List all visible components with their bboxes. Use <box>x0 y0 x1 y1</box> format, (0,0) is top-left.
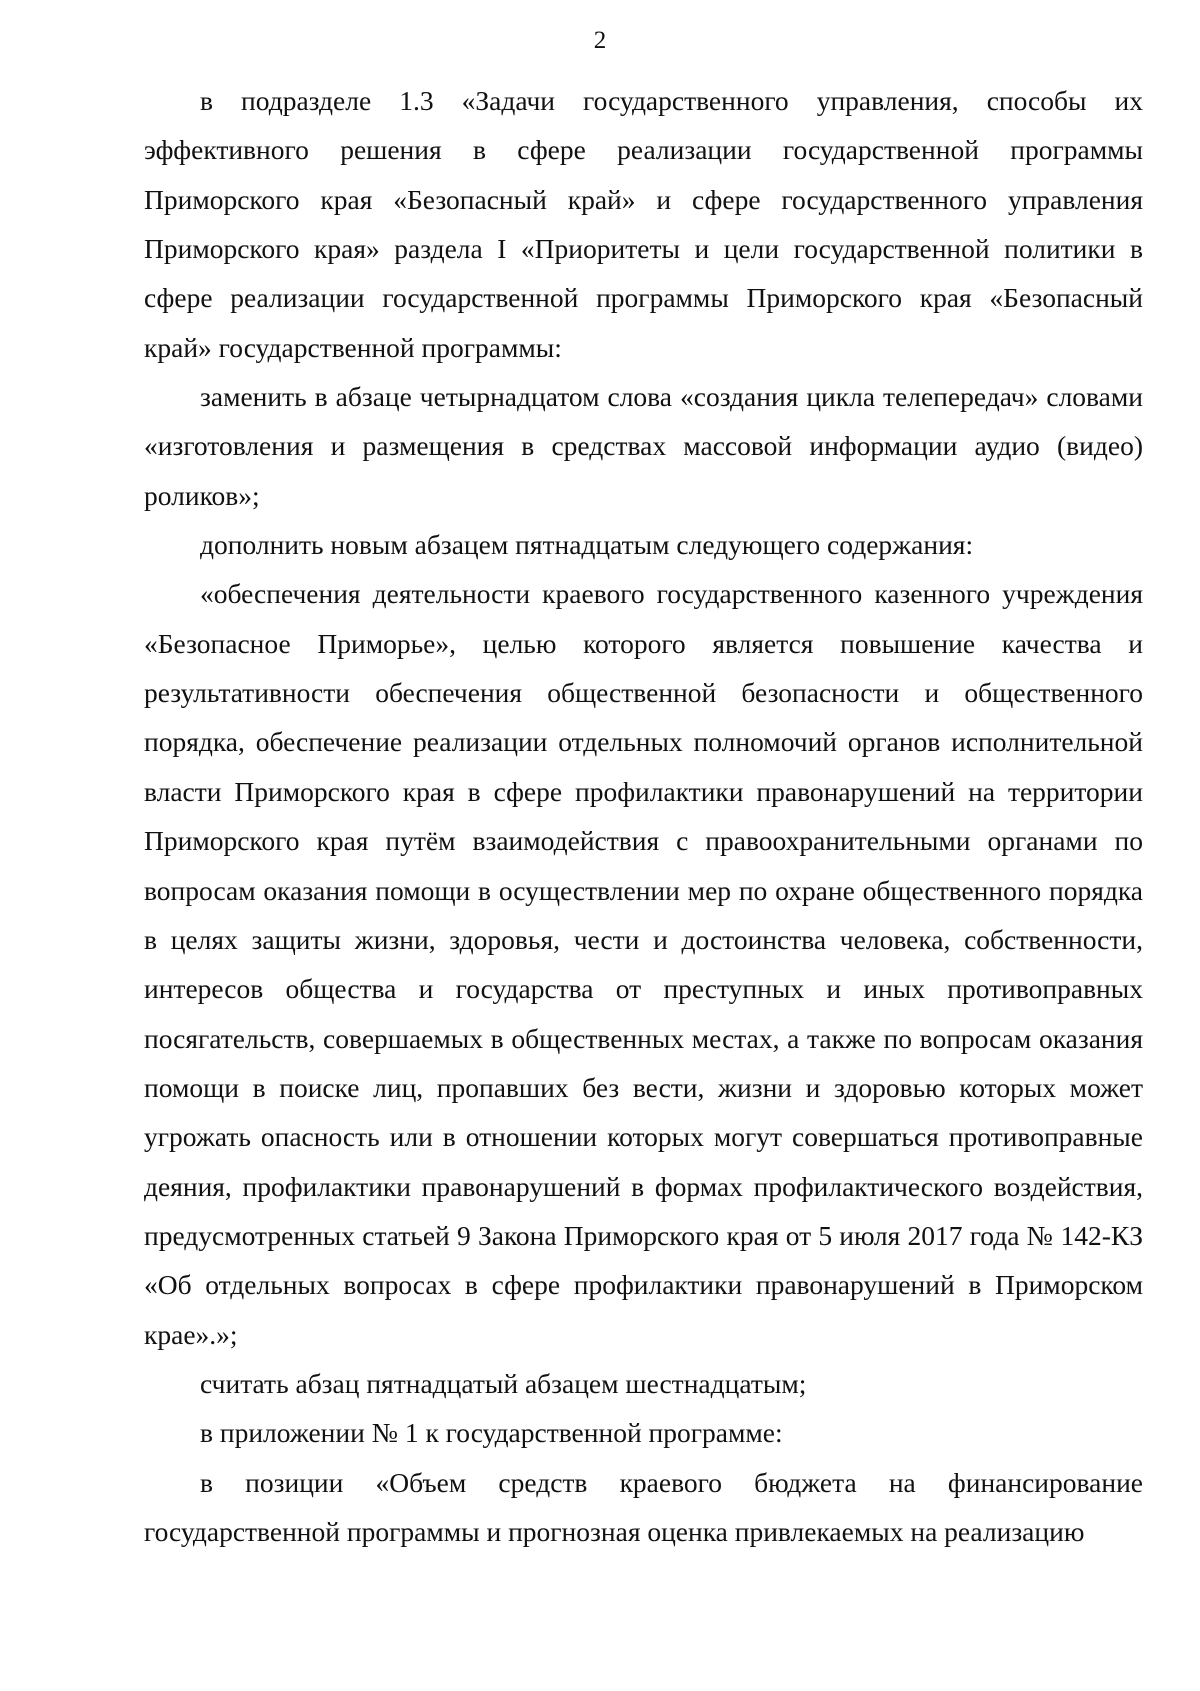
paragraph: «обеспечения деятельности краевого государственного казенного учреждения «Безопасное Приморье», целью которого является повышение качества и результативности обеспечения общественной безопасности и общественного порядка, обеспечение реализации отдельных полномочий органов исполнительной власти Приморского края в сфере профилактики правонарушений на территории Приморского края путём взаимодействия с правоохранительными органами по вопросам оказания помощи в осуществлении мер по охране общественного порядка в целях защиты жизни, здоровья, чести и достоинства человека, собственности, интересов общества и государства от преступных и иных противоправных посягательств, совершаемых в общественных местах, а также по вопросам оказания помощи в поиске лиц, пропавших без вести, жизни и здоровью которых может угрожать опасность или в отношении которых могут совершаться противоправные деяния, профилактики правонарушений в формах профилактического воздействия, предусмотренных статьей 9 Закона Приморского края от 5 июля 2017 года № 142-КЗ «Об отдельных вопросах в сфере профилактики правонарушений в Приморском крае».»; <box>144 578 1143 1350</box>
paragraph: дополнить новым абзацем пятнадцатым следующего содержания: <box>200 529 974 561</box>
page-number: 2 <box>593 27 607 54</box>
document-body <box>144 76 1143 1556</box>
paragraph: заменить в абзаце четырнадцатом слова «создания цикла телепередач» словами «изготовления и размещения в средствах массовой информации аудио (видео) роликов»; <box>144 381 1143 511</box>
paragraph: в позиции «Объем средств краевого бюджета на финансирование государственной программы и прогнозная оценка привлекаемых на реализацию <box>144 1466 1143 1547</box>
paragraph: считать абзац пятнадцатый абзацем шестнадцатым; <box>200 1367 807 1399</box>
paragraph: в подразделе 1.3 «Задачи государственного управления, способы их эффективного решения в сфере реализации государственной программы Приморского края «Безопасный край» и сфере государственного управления Приморского края» раздела I «Приоритеты и цели государственной политики в сфере реализации государственной программы Приморского края «Безопасный край» государственной программы: <box>144 85 1143 363</box>
paragraph: в приложении № 1 к государственной программе: <box>200 1417 783 1449</box>
